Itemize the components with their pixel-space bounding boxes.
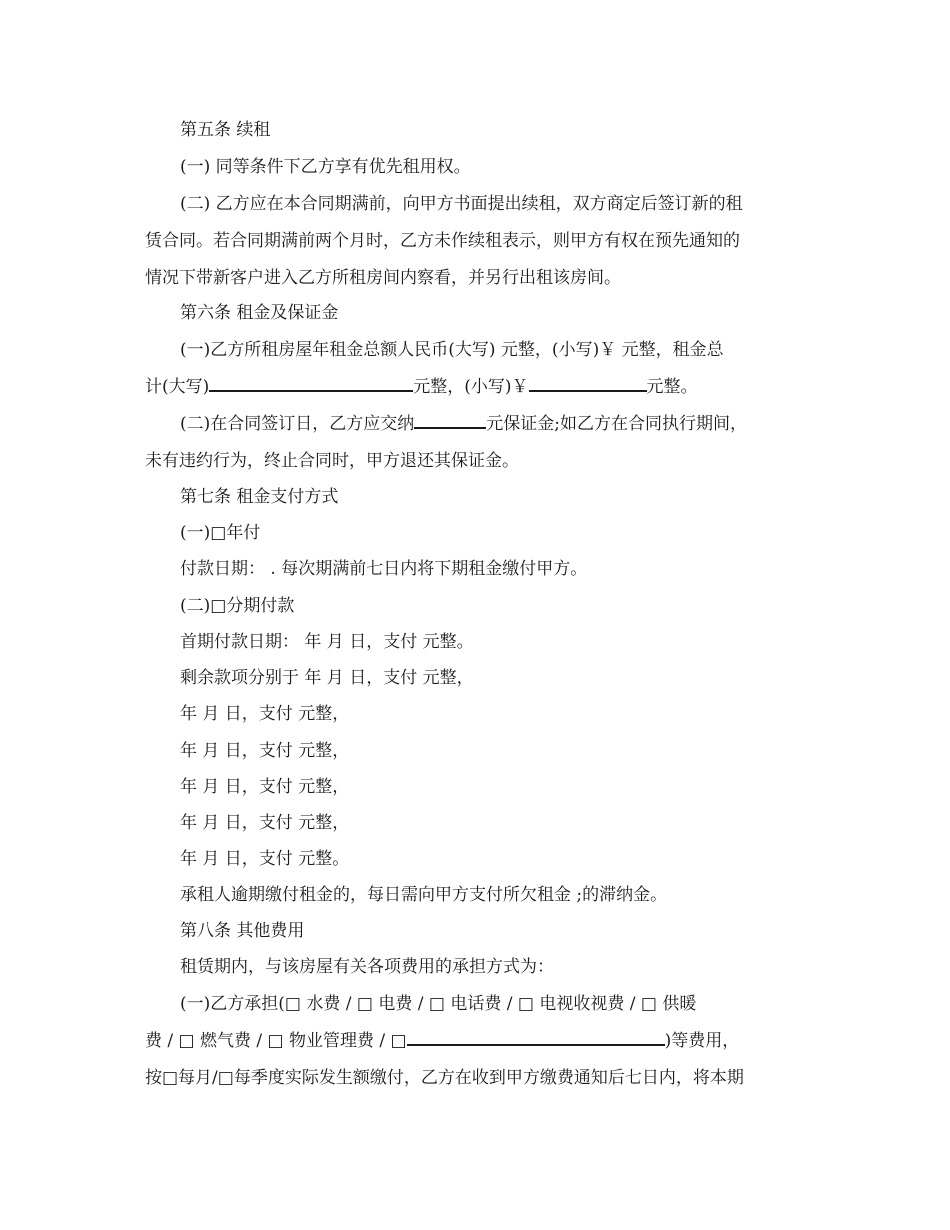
article-8-intro: 租赁期内，与该房屋有关各项费用的承担方式为：	[180, 957, 554, 977]
paragraph-line: 按□每月/□每季度实际发生额缴付，乙方在收到甲方缴费通知后七日内，将本期	[145, 1068, 744, 1088]
blank-total-lowercase	[529, 375, 647, 392]
rent-total-line: 计(大写) 元整，(小写)￥ 元整。	[145, 377, 698, 397]
paragraph-line: 情况下带新客户进入乙方所租房间内察看，并另行出租该房间。	[145, 268, 621, 288]
fee-list-line: 费 / □ 燃气费 / □ 物业管理费 / □ )等费用，	[145, 1031, 740, 1051]
payment-date-line: 付款日期： . 每次期满前七日内将下期租金缴付甲方。	[180, 559, 588, 579]
remaining-payment-line: 剩余款项分别于 年 月 日，支付 元整，	[180, 668, 474, 688]
article-6-clause-1: (一)乙方所租房屋年租金总额人民币(大写) 元整，(小写)￥ 元整，租金总	[180, 340, 724, 360]
installment-line: 年 月 日，支付 元整，	[180, 704, 350, 724]
installment-line: 年 月 日，支付 元整，	[180, 813, 350, 833]
annual-payment-option: (一)□年付	[180, 523, 261, 543]
late-fee-line: 承租人逾期缴付租金的，每日需向甲方支付所欠租金 ;的滞纳金。	[180, 885, 668, 905]
article-6-heading: 第六条 租金及保证金	[180, 303, 339, 323]
article-5-clause-1: (一) 同等条件下乙方享有优先租用权。	[180, 157, 471, 177]
article-5-heading: 第五条 续租	[180, 120, 271, 140]
blank-deposit-amount	[414, 412, 486, 429]
article-6-clause-2: (二)在合同签订日，乙方应交纳 元保证金;如乙方在合同执行期间，	[180, 414, 747, 434]
installment-option: (二)□分期付款	[180, 596, 295, 616]
paragraph-line: 未有违约行为，终止合同时，甲方退还其保证金。	[145, 451, 519, 471]
paragraph-line: 赁合同。若合同期满前两个月时，乙方未作续租表示，则甲方有权在预先通知的	[145, 231, 740, 251]
installment-line: 年 月 日，支付 元整。	[180, 849, 350, 869]
article-8-heading: 第八条 其他费用	[180, 921, 305, 941]
article-8-clause-1: (一)乙方承担(□ 水费 / □ 电费 / □ 电话费 / □ 电视收视费 / □ 供暖	[180, 994, 697, 1014]
first-payment-line: 首期付款日期： 年 月 日，支付 元整。	[180, 632, 474, 652]
blank-total-uppercase	[209, 375, 413, 392]
installment-line: 年 月 日，支付 元整，	[180, 777, 350, 797]
article-5-clause-2: (二) 乙方应在本合同期满前，向甲方书面提出续租，双方商定后签订新的租	[180, 194, 743, 214]
article-7-heading: 第七条 租金支付方式	[180, 487, 339, 507]
installment-line: 年 月 日，支付 元整，	[180, 741, 350, 761]
blank-other-fee	[407, 1029, 665, 1046]
